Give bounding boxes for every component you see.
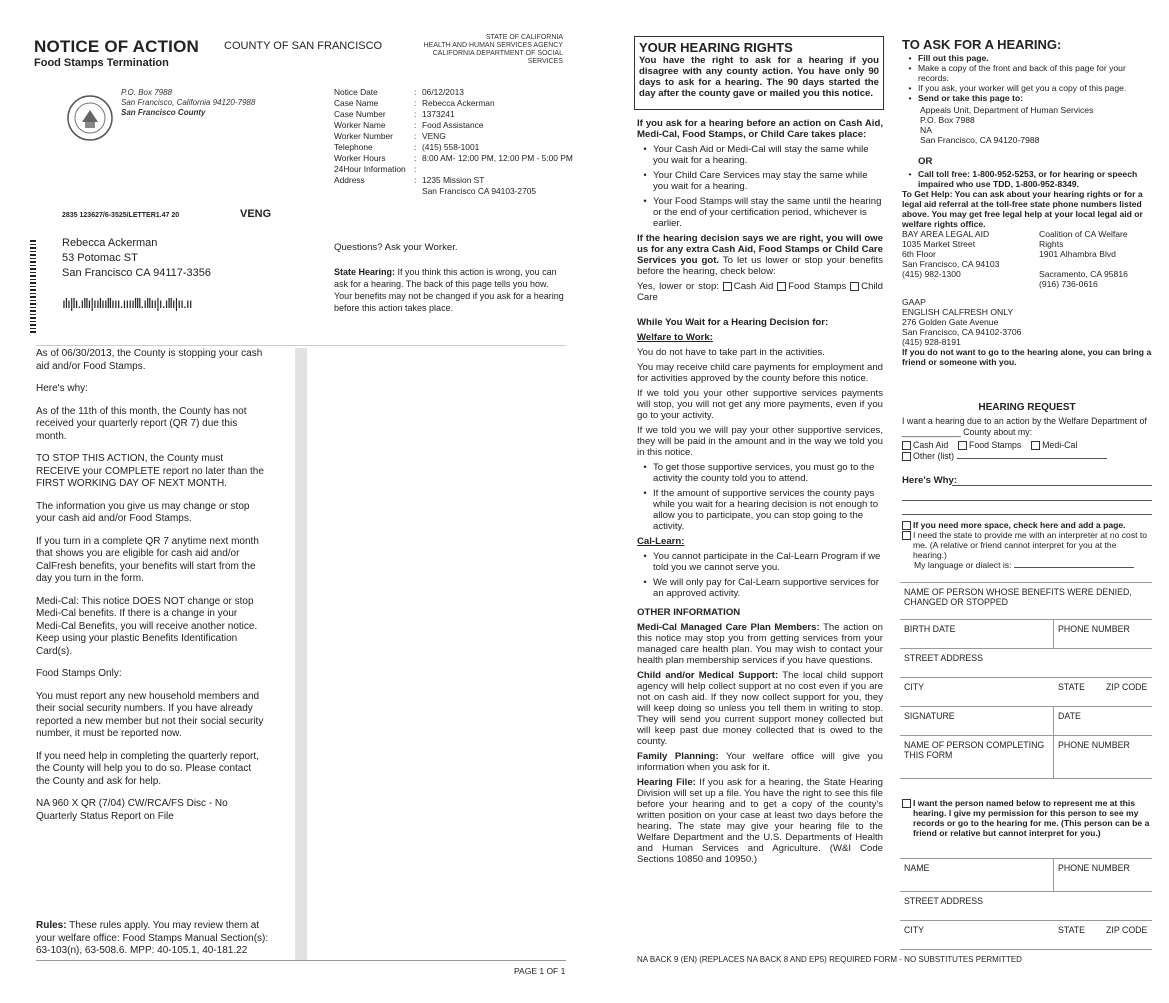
form-row[interactable]: BIRTH DATE PHONE NUMBER: [900, 619, 1152, 648]
hearing-info: [637, 118, 883, 869]
welfare-paragraph: If we told you your other supportive services payments will stop, you will not get any more payments, even if you go to your activity.: [637, 388, 883, 421]
form-row[interactable]: STREET ADDRESS: [900, 648, 1152, 677]
ask-hearing-title: TO ASK FOR A HEARING:: [902, 37, 1062, 52]
body-paragraph: You must report any new household members and their social security numbers. If you have already reported a new member but not their social security number, it must be reported now.: [36, 690, 264, 739]
county-address: P.O. Box 7988 San Francisco, California 94120-7988 San Francisco County: [121, 88, 256, 117]
list-item: • Your Child Care Services may stay the same while you wait for a hearing.: [643, 170, 868, 192]
case-info-row: Case Name : Rebecca Ackerman: [334, 98, 495, 108]
more-space-checkbox[interactable]: [902, 521, 911, 530]
body-paragraph: Food Stamps Only:: [36, 668, 122, 679]
cash-aid-checkbox[interactable]: [723, 282, 732, 291]
fold-shadow: [295, 348, 307, 960]
list-item: • Send or take this page to:: [908, 93, 1024, 103]
list-item: • To get those supportive services, you must go to the activity the county told you to attend.: [643, 462, 875, 484]
recipient-address: Rebecca Ackerman 53 Potomac ST San Francisco CA 94117-3356: [62, 237, 211, 279]
list-item: • Your Cash Aid or Medi-Cal will stay the same while you wait for a hearing.: [643, 144, 869, 166]
notice-body: [36, 348, 264, 833]
list-item: • We will only pay for Cal-Learn supportive services for an approved activity.: [643, 577, 879, 599]
food-stamps-checkbox[interactable]: [777, 282, 786, 291]
appeals-address: Appeals Unit, Department of Human Services P.O. Box 7988 NA San Francisco, CA 94120-7988: [920, 105, 1094, 145]
body-paragraph: NA 960 X QR (7/04) CW/RCA/FS Disc - No Quarterly Status Report on File: [36, 798, 228, 822]
ask-heading: If you ask for a hearing before an action on Cash Aid, Medi-Cal, Food Stamps, or Child Care takes place:: [637, 118, 883, 140]
gaap-office: GAAP ENGLISH CALFRESH ONLY 276 Golden Gate Avenue San Francisco, CA 94102-3706 (415) 928-8191: [902, 297, 1022, 347]
other-paragraph: Hearing File: If you ask for a hearing, the State Hearing Division will set up a file. You have the right to see this file before your hearing and to get a copy of the county's written position on your case at least two days before the hearing. The state may give your hearing file to the Welfare Department and the U.S. Departments of Health and Human Services and Agriculture. (W&I Code Sections 10850 and 10950.): [637, 777, 883, 865]
case-info-row: 24Hour Information :: [334, 164, 417, 174]
mail-code-id: VENG: [240, 208, 272, 220]
interpreter-checkbox[interactable]: [902, 531, 911, 540]
represent-option: I want the person named below to represent me at this hearing. I give my permission for this person to see my records or go to the hearing for me. (This person can be a friend or relative but cannot interpret for you.): [902, 798, 1152, 838]
body-paragraph: TO STOP THIS ACTION, the County must RECEIVE your COMPLETE report no later than the FIRST WORKING DAY OF NEXT MONTH.: [36, 453, 264, 489]
list-item: • Make a copy of the front and back of this page for your records.: [908, 63, 1126, 83]
form-row[interactable]: CITY STATE ZIP CODE: [900, 920, 1152, 950]
form-row[interactable]: NAME PHONE NUMBER: [900, 858, 1152, 891]
case-info-row: Address : 1235 Mission ST: [334, 175, 485, 185]
edge-barcode-icon: [30, 240, 36, 335]
extra-options: If you need more space, check here and add a page. I need the state to provide me with an interpreter at no cost to me. (A relative or friend cannot interpret for you at the hearing.) My language or dialect is:: [902, 520, 1152, 570]
alone-text: If you do not want to go to the hearing alone, you can bring a friend or someone with you.: [902, 347, 1152, 367]
case-info-row: Worker Name : Food Assistance: [334, 120, 484, 130]
heres-why-label: Here's Why:: [902, 475, 958, 486]
medi-cal-request-checkbox[interactable]: [1031, 441, 1040, 450]
child-care-checkbox[interactable]: [850, 282, 859, 291]
heres-why-field-3[interactable]: [902, 514, 1152, 515]
body-paragraph: As of the 11th of this month, the County has not received your quarterly report (QR 7) due this month.: [36, 405, 247, 442]
case-info-row: Case Number : 1373241: [334, 109, 455, 119]
request-text: I want a hearing due to an action by the Welfare Department of ____________ County about my:: [902, 416, 1147, 437]
body-paragraph: As of 06/30/2013, the County is stopping your cash aid and/or Food Stamps.: [36, 348, 263, 372]
wait-heading: While You Wait for a Hearing Decision for:: [637, 317, 829, 328]
case-info: [334, 87, 574, 197]
list-item: • If you ask, your worker will get you a copy of this page.: [908, 83, 1127, 93]
cash-aid-request-checkbox[interactable]: [902, 441, 911, 450]
ask-hearing-steps: [902, 53, 1152, 367]
case-info-row: Notice Date : 06/12/2013: [334, 87, 464, 97]
hearing-rights-box: [634, 36, 884, 110]
legal-aid-left: BAY AREA LEGAL AID 1035 Market Street 6th Floor San Francisco, CA 94103 (415) 982-1300: [902, 229, 1000, 279]
form-row[interactable]: SIGNATURE DATE: [900, 706, 1152, 735]
case-info-row: San Francisco CA 94103-2705: [422, 186, 537, 196]
form-footer: NA BACK 9 (EN) (REPLACES NA BACK 8 AND EP5) REQUIRED FORM - NO SUBSTITUTES PERMITTED: [637, 955, 1022, 964]
representative-form: [900, 858, 1152, 950]
claimant-form: [900, 582, 1152, 779]
lower-stop-options: Yes, lower or stop: Cash Aid Food Stamps Child Care: [637, 281, 884, 303]
postal-barcode: ılı|lı.ıllı|ıılııllııı.ıııılll.ıllıı|ı.ıllı|ıı.ıı: [62, 295, 192, 311]
form-row[interactable]: NAME OF PERSON WHOSE BENEFITS WERE DENIED, CHANGED OR STOPPED: [900, 582, 1152, 619]
state-hearing-text: State Hearing: If you think this action is wrong, you can ask for a hearing. The back of this page tells you how. Your benefits may not be changed if you ask for a hearing before this action takes place.: [334, 267, 564, 313]
request-options: Cash Aid Food Stamps Medi-Cal Other (list): [902, 440, 1152, 462]
form-row[interactable]: STREET ADDRESS: [900, 891, 1152, 920]
county-name: COUNTY OF SAN FRANCISCO: [224, 40, 383, 52]
call-text: • Call toll free: 1-800-952-5253, or for hearing or speech impaired who use TDD, 1-800-952-8349.: [908, 169, 1138, 189]
page-number: PAGE 1 OF 1: [514, 966, 566, 976]
body-paragraph: Medi-Cal: This notice DOES NOT change or stop Medi-Cal benefits. If there is a change in your Medi-Cal Benefits, you will receive another notice. Keep using your plastic Benefits Identification Card(s).: [36, 595, 258, 657]
notice-subtitle: Food Stamps Termination: [34, 57, 169, 69]
form-row[interactable]: NAME OF PERSON COMPLETING THIS FORM PHONE NUMBER: [900, 735, 1152, 779]
body-paragraph: If you need help in completing the quarterly report, the County will help you to do so. Please contact the County and ask for help.: [36, 750, 259, 787]
welfare-paragraph: You may receive child care payments for employment and for activities approved by the county before this notice.: [637, 362, 884, 384]
other-paragraph: Medi-Cal Managed Care Plan Members: The action on this notice may stop you from getting services from your managed care health plan. You may wish to contact your health plan membership services if you have questions.: [637, 622, 883, 666]
food-stamps-request-checkbox[interactable]: [958, 441, 967, 450]
hearing-request-title: HEARING REQUEST: [978, 402, 1076, 413]
notice-title: NOTICE OF ACTION: [34, 37, 200, 56]
welfare-heading: Welfare to Work:: [637, 332, 713, 343]
represent-checkbox[interactable]: [902, 799, 911, 808]
legal-aid-offices: [902, 229, 1152, 289]
other-paragraph: Child and/or Medical Support: The local child support agency will help collect support at no cost even if you are not on cash aid. If they now collect support for you, they will keep doing so unless you tell them in writing to stop. They will send you current support money collected but will keep past due money collected that is owed to the county.: [637, 670, 883, 747]
get-help-text: To Get Help: You can ask about your hearing rights or for a legal aid referral at the toll-free state phone numbers listed above. You may get free legal help at your local legal aid or welfare rights office.: [902, 189, 1143, 229]
body-paragraph: Here's why:: [36, 383, 88, 394]
agency-header: STATE OF CALIFORNIA HEALTH AND HUMAN SERVICES AGENCY CALIFORNIA DEPARTMENT OF SOCIAL SERVICES: [423, 34, 563, 65]
hearing-rights-text: You have the right to ask for a hearing if you disagree with any county action. You have only 90 days to ask for a hearing. The 90 days started the day after the county gave or mailed you this notice.: [639, 55, 879, 99]
decision-text: If the hearing decision says we are right, you will owe us for any extra Cash Aid, Food Stamps or Child Care Services you got. To let us lower or stop your benefits before the hearing, check below:: [637, 233, 883, 277]
mail-code: 2835 123627/6-3525/LETTER1.47 20: [62, 212, 180, 219]
list-item: • Fill out this page.: [908, 53, 989, 63]
list-item: • If the amount of supportive services the county pays while you wait for a hearing decision is not enough to allow you to participate, you can stop going to the activity.: [643, 488, 879, 532]
case-info-row: Worker Hours : 8:00 AM- 12:00 PM, 12:00 PM - 5:00 PM: [334, 153, 573, 163]
other-request-checkbox[interactable]: [902, 452, 911, 461]
callearn-heading: Cal-Learn:: [637, 536, 685, 547]
case-info-row: Worker Number : VENG: [334, 131, 446, 141]
legal-aid-right: Coalition of CA Welfare Rights 1901 Alhambra Blvd Sacramento, CA 95816 (916) 736-0616: [1039, 229, 1128, 289]
other-list-field[interactable]: [957, 458, 1107, 459]
heres-why-field[interactable]: [952, 485, 1152, 486]
rules-text: Rules: These rules apply. You may review them at your welfare office: Food Stamps Manual Section(s): 63-103(n), 63-508.6. MPP: 40-105.1, 40-181.22: [36, 920, 269, 956]
welfare-paragraph: You do not have to take part in the activities.: [637, 347, 825, 358]
county-seal-icon: [66, 88, 114, 148]
language-field[interactable]: [1014, 567, 1134, 568]
case-info-row: Telephone : (415) 558-1001: [334, 142, 480, 152]
body-paragraph: If you turn in a complete QR 7 anytime next month that shows you are eligible for cash aid and/or CalFresh benefits, your benefits will start from the day you turn in the form.: [36, 535, 259, 584]
other-heading: OTHER INFORMATION: [637, 607, 741, 618]
other-paragraph: Family Planning: Your welfare office will give you information when you ask for it.: [637, 751, 884, 773]
hearing-rights-title: YOUR HEARING RIGHTS: [639, 40, 793, 55]
body-paragraph: The information you give us may change or stop your cash aid and/or Food Stamps.: [36, 500, 250, 524]
welfare-paragraph: If we told you we will pay your other supportive services, they will be paid in the amount and in the way we told you in this notice.: [637, 425, 883, 458]
footer-divider: [36, 960, 566, 961]
divider: [36, 345, 566, 346]
questions-text: Questions? Ask your Worker.: [334, 242, 458, 253]
or-text: OR: [918, 156, 933, 167]
list-item: • Your Food Stamps will stay the same until the hearing or the end of your certification period, whichever is earlier.: [643, 196, 882, 229]
form-row[interactable]: CITY STATE ZIP CODE: [900, 677, 1152, 706]
heres-why-field-2[interactable]: [902, 500, 1152, 501]
list-item: • You cannot participate in the Cal-Learn Program if we told you we cannot serve you.: [643, 551, 881, 573]
